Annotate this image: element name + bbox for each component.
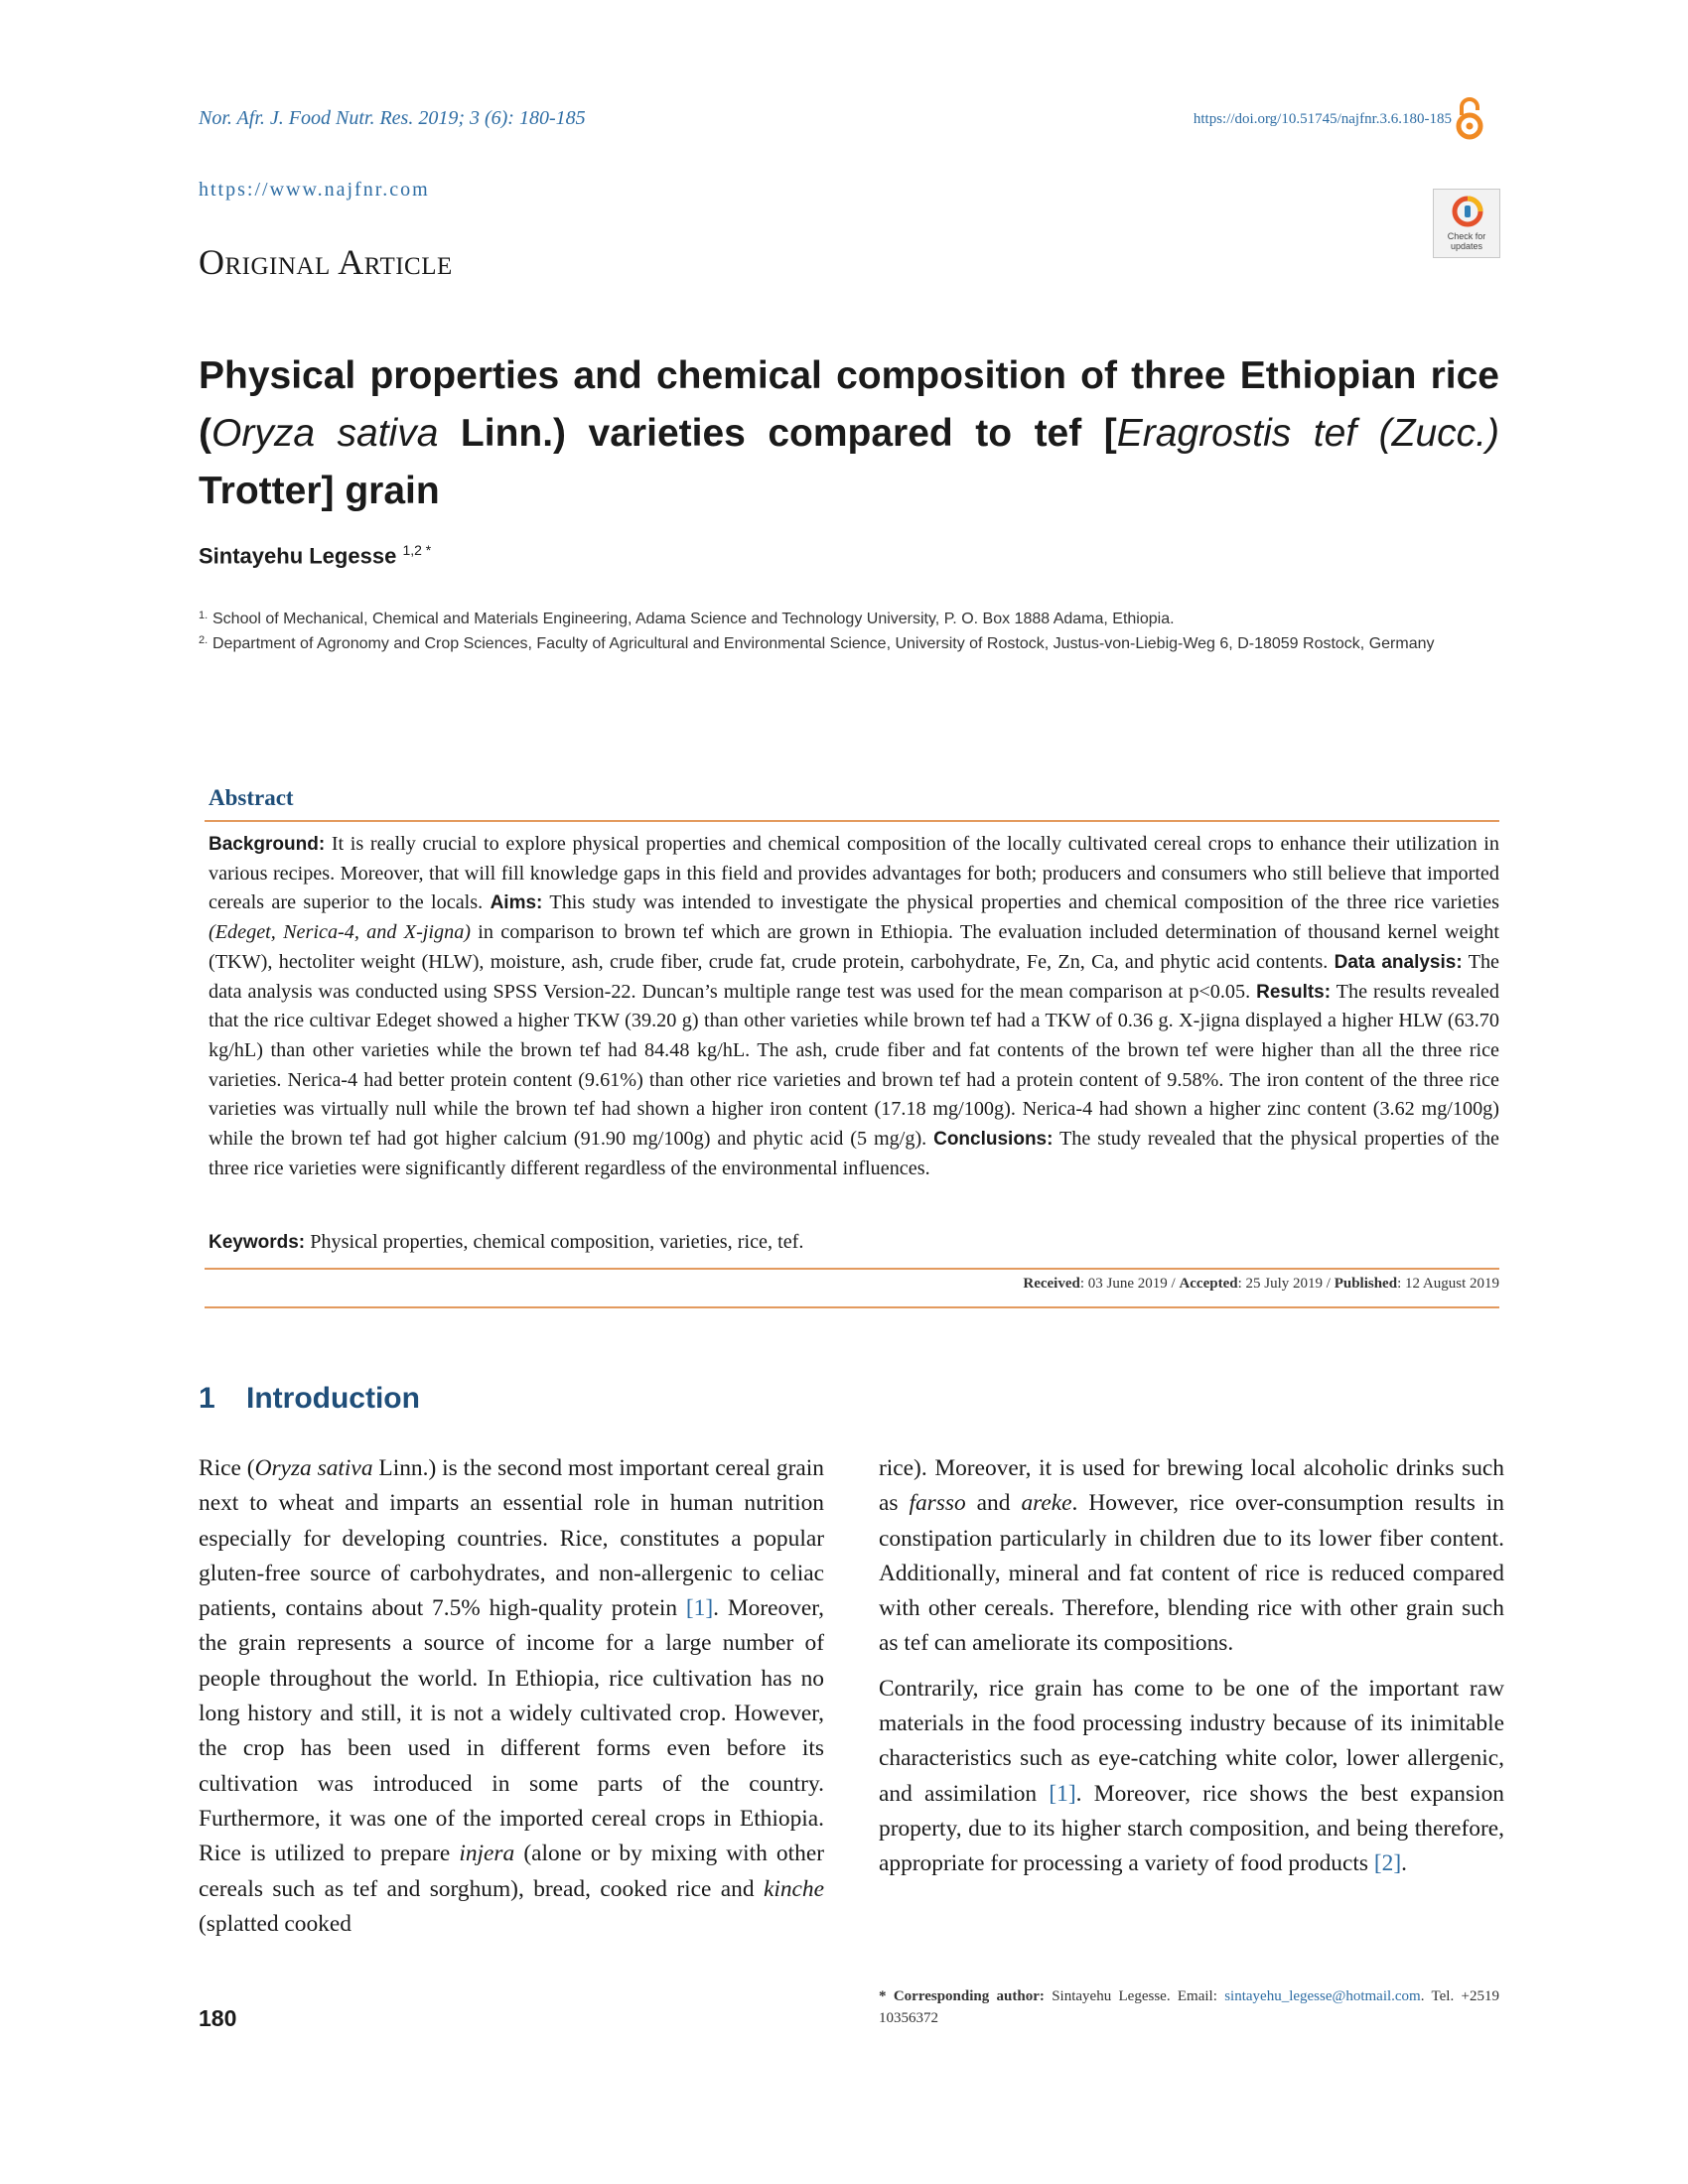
conclusions-text: The study revealed that the physical properties of the three rice varieties were significantly different regardless of the environmental influences. <box>209 1128 1499 1179</box>
term: injera <box>459 1841 515 1867</box>
footnote-label: Corresponding author: <box>893 1988 1045 2004</box>
aims-varieties: (Edeget, Nerica-4, and X-jigna) <box>209 921 472 944</box>
corresponding-author-footnote <box>879 1985 1499 2029</box>
affiliation-text: Department of Agronomy and Crop Sciences, Faculty of Agricultural and Environmental Science, University of Rostock, Justus-von-Liebig-Weg 6, D-18059 Rostock, Germany <box>212 635 1435 652</box>
term: kinche <box>763 1875 824 1902</box>
article-title <box>199 347 1499 520</box>
aims-label: Aims: <box>490 892 543 914</box>
publication-dates <box>1023 1276 1499 1293</box>
title-part-1: Physical properties and chemical composition of three Ethiopian rice ( <box>199 354 1499 455</box>
author-email-link[interactable]: sintayehu_legesse@hotmail.com <box>1224 1988 1421 2004</box>
text-run: . <box>1401 1850 1407 1877</box>
article-type: Original Article <box>199 242 453 282</box>
check-for-updates-badge[interactable] <box>1433 189 1500 258</box>
text-run: (splatted cooked <box>199 1910 352 1937</box>
text-run: and <box>965 1490 1022 1517</box>
author-line <box>199 542 431 569</box>
dates-divider <box>205 1306 1499 1308</box>
author-name: Sintayehu Legesse <box>199 543 397 569</box>
background-text: It is really crucial to explore physical properties and chemical composition of the locally cultivated cereal crops to enhance their utilization in various recipes. Moreover, that will fill knowledge gaps in this field and provides advantages for both; producers and consumers who still believe that imported cereals are superior to the locals. <box>209 833 1499 914</box>
text-run: (alone or by mixing with other cereals such as tef and sorghum), bread, cooked rice and <box>199 1841 824 1902</box>
text-run: . Moreover, rice shows the best expansion property, due to its higher starch composition, and being therefore, appropriate for processing a variety of food products <box>879 1780 1504 1877</box>
keywords <box>209 1231 1499 1254</box>
accepted-date: : 25 July 2019 / <box>1237 1276 1335 1292</box>
open-access-icon <box>1453 95 1486 141</box>
page-number: 180 <box>199 2005 237 2031</box>
affiliation-text: School of Mechanical, Chemical and Materials Engineering, Adama Science and Technology University, P. O. Box 1888 Adama, Ethiopia. <box>212 611 1175 627</box>
results-text: The results revealed that the rice cultivar Edeget showed a higher TKW (39.20 g) than other varieties while brown tef had a TKW of 0.36 g. X-jigna displayed a higher HLW (63.70 kg/hL) than other varieties while the brown tef had 84.48 kg/hL. The ash, crude fiber and fat contents of the brown tef were higher than all the three rice varieties. Nerica-4 had better protein content (9.61%) than other rice varieties and brown tef had a protein content of 9.58%. The iron content of the three rice varieties was virtually null while the brown tef had shown a higher iron content (17.18 mg/100g). Nerica-4 had shown a higher zinc content (3.62 mg/100g) while the brown tef had got higher calcium (91.90 mg/100g) and phytic acid (5 mg/g). <box>209 980 1499 1151</box>
conclusions-label: Conclusions: <box>933 1129 1054 1151</box>
keywords-label: Keywords: <box>209 1232 306 1253</box>
published-label: Published <box>1334 1276 1398 1292</box>
keywords-text: Physical properties, chemical composition, varieties, rice, tef. <box>305 1231 804 1253</box>
background-label: Background: <box>209 834 326 855</box>
text-run: Rice ( <box>199 1455 255 1481</box>
section-heading <box>199 1382 420 1416</box>
paragraph <box>879 1672 1504 1882</box>
affiliation-number: 2. <box>199 634 209 646</box>
footnote-marker: * <box>879 1988 887 2004</box>
abstract-body <box>209 830 1499 1183</box>
affiliation-1 <box>199 608 1499 631</box>
text-run: Contrarily, rice grain has come to be one of the important raw materials in the food processing industry because of its inimitable characteristics such as eye-catching white color, lower allergenic, and assimilation <box>879 1675 1504 1807</box>
accepted-label: Accepted <box>1179 1276 1238 1292</box>
section-title: Introduction <box>246 1382 420 1415</box>
title-species-rice: Oryza sativa <box>211 412 439 455</box>
title-part-2: Linn.) varieties compared to tef [ <box>438 412 1117 455</box>
title-species-tef: Eragrostis tef (Zucc.) <box>1116 412 1499 455</box>
text-run: . Moreover, the grain represents a source of income for a large number of people throughout the world. In Ethiopia, rice cultivation has no long history and still, it is not a widely cultivated crop. However, the crop has been used in different forms even before its cultivation was introduced in some parts of the country. Furthermore, it was one of the imported cereal crops in Ethiopia. Rice is utilized to prepare <box>199 1595 824 1867</box>
term: areke <box>1021 1490 1072 1517</box>
text-run: Linn.) is the second most important cereal grain next to wheat and imparts an essential role in human nutrition especially for developing countries. Rice, constitutes a popular gluten-free source of carbohydrates, and non-allergenic to celiac patients, contains about 7.5% high-quality protein <box>199 1455 824 1622</box>
reference-link[interactable]: [1] <box>685 1595 714 1622</box>
text-run: rice). Moreover, it is used for brewing local alcoholic drinks such as <box>879 1455 1504 1517</box>
text-run: . However, rice over-consumption results in constipation particularly in children due to its lower fiber content. Additionally, mineral and fat content of rice is reduced compared with other cereals. Therefore, blending rice with other grain such as tef can ameliorate its compositions. <box>879 1490 1504 1657</box>
received-date: : 03 June 2019 / <box>1079 1276 1180 1292</box>
check-updates-icon <box>1452 196 1483 227</box>
body-column-right <box>879 1451 1504 1892</box>
data-analysis-label: Data analysis: <box>1334 951 1463 973</box>
footnote-text-continued: . Tel. +2519 10356372 <box>879 1988 1499 2026</box>
received-label: Received <box>1023 1276 1080 1292</box>
check-updates-label: Check for updates <box>1447 231 1486 251</box>
reference-link[interactable]: [2] <box>1373 1850 1402 1877</box>
doi-link[interactable]: https://doi.org/10.51745/najfnr.3.6.180-185 <box>1193 111 1452 127</box>
body-column-left <box>199 1451 824 1952</box>
journal-website-link[interactable]: https://www.najfnr.com <box>199 179 430 201</box>
aims-text-continued: in comparison to brown tef which are grown in Ethiopia. The evaluation included determination of thousand kernel weight (TKW), hectoliter weight (HLW), moisture, ash, crude fiber, crude fat, crude protein, carbohydrate, Fe, Zn, Ca, and phytic acid contents. <box>209 921 1499 973</box>
paragraph <box>879 1451 1504 1662</box>
footnote-text: Sintayehu Legesse. Email: <box>1044 1988 1225 2004</box>
title-part-3: Trotter] grain <box>199 470 440 512</box>
paragraph <box>199 1451 824 1942</box>
abstract-heading: Abstract <box>209 785 294 810</box>
published-date: : 12 August 2019 <box>1397 1276 1499 1292</box>
affiliation-number: 1. <box>199 610 209 621</box>
data-analysis-text: The data analysis was conducted using SPSS Version-22. Duncan’s multiple range test was used for the mean comparison at p<0.05. <box>209 950 1500 1003</box>
abstract-bottom-divider <box>205 1268 1499 1270</box>
species-name: Oryza sativa <box>254 1455 373 1481</box>
results-label: Results: <box>1256 981 1332 1003</box>
affiliation-2 <box>199 632 1499 656</box>
aims-text: This study was intended to investigate the physical properties and chemical composition of the three rice varieties <box>542 891 1500 914</box>
reference-link[interactable]: [1] <box>1049 1780 1076 1807</box>
journal-citation: Nor. Afr. J. Food Nutr. Res. 2019; 3 (6): 180-185 <box>199 107 586 129</box>
section-number: 1 <box>199 1382 215 1415</box>
term: farsso <box>909 1490 966 1517</box>
abstract-top-divider <box>205 820 1499 822</box>
author-marks: 1,2 * <box>402 542 432 558</box>
